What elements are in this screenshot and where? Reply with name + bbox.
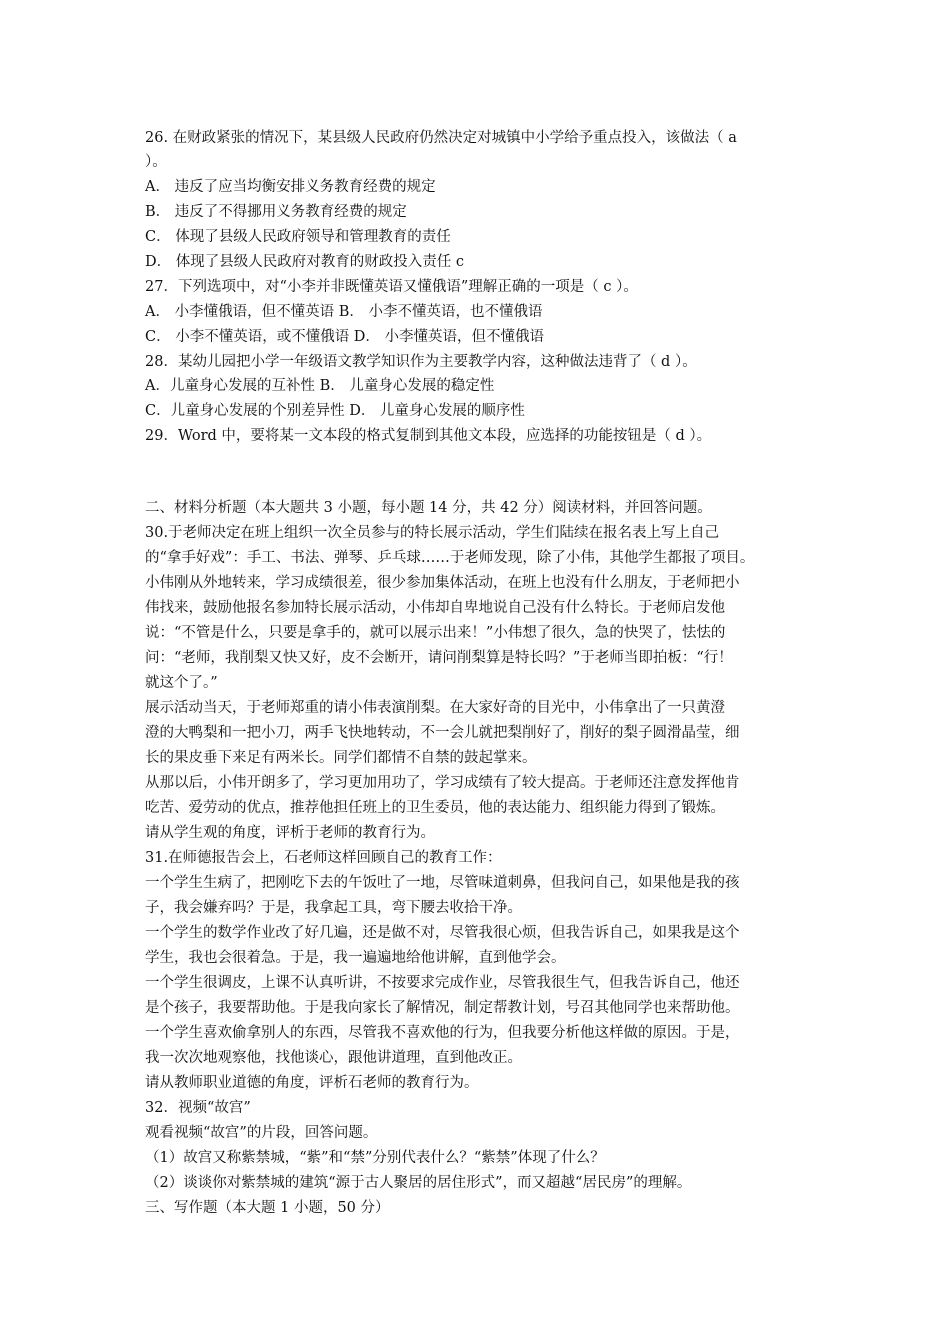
- q30-line-6: 问：“老师，我削梨又快又好，皮不会断开，请问削梨算是特长吗？”于老师当即拍板：“行！: [145, 650, 733, 666]
- q30-line-11: 从那以后，小伟开朗多了，学习更加用功了，学习成绩有了较大提高。于老师还注意发挥他肯: [145, 775, 740, 791]
- q26-option-c: C． 体现了县级人民政府领导和管理教育的责任: [145, 229, 451, 245]
- q26-option-d: D． 体现了县级人民政府对教育的财政投入责任 c: [145, 254, 464, 270]
- q30-line-7: 就这个了。”: [145, 675, 218, 691]
- q30-line-2: 的“拿手好戏”：手工、书法、弹琴、乒乓球……于老师发现，除了小伟，其他学生都报了项目。: [145, 550, 755, 566]
- q31-prompt: 请从教师职业道德的角度，评析石老师的教育行为。: [145, 1075, 479, 1091]
- q27-options-ab: A． 小李懂俄语，但不懂英语 B． 小李不懂英语，也不懂俄语: [145, 304, 543, 320]
- q26-option-a: A． 违反了应当均衡安排义务教育经费的规定: [145, 179, 436, 195]
- q32-intro: 观看视频“故宫”的片段，回答问题。: [145, 1125, 378, 1141]
- q28-options-cd: C．儿童身心发展的个别差异性 D． 儿童身心发展的顺序性: [145, 403, 525, 419]
- q30-line-12: 吃苦、爱劳动的优点，推荐他担任班上的卫生委员，他的表达能力、组织能力得到了锻炼。: [145, 800, 725, 816]
- q30-line-8: 展示活动当天，于老师郑重的请小伟表演削梨。在大家好奇的目光中，小伟拿出了一只黄澄: [145, 700, 725, 716]
- q31-line-2: 一个学生生病了，把刚吃下去的午饭吐了一地，尽管味道刺鼻，但我问自己，如果他是我的孩: [145, 875, 740, 891]
- q30-line-10: 长的果皮垂下来足有两米长。同学们都情不自禁的鼓起掌来。: [145, 750, 537, 766]
- q31-line-3: 子，我会嫌弃吗？于是，我拿起工具，弯下腰去收拾干净。: [145, 900, 522, 916]
- q32-sub-1: （1）故宫又称紫禁城，“紫”和“禁”分别代表什么？“紫禁”体现了什么？: [145, 1150, 605, 1166]
- q30-line-5: 说：“不管是什么，只要是拿手的，就可以展示出来！”小伟想了很久，急的快哭了，怯怯的: [145, 625, 726, 641]
- section-3-heading: 三、写作题（本大题 1 小题，50 分）: [145, 1200, 390, 1216]
- q31-line-4: 一个学生的数学作业改了好几遍，还是做不对，尽管我很心烦，但我告诉自己，如果我是这个: [145, 925, 740, 941]
- q30-prompt: 请从学生观的角度，评析于老师的教育行为。: [145, 825, 435, 841]
- q31-line-5: 学生，我也会很着急。于是，我一遍遍地给他讲解，直到他学会。: [145, 950, 566, 966]
- q32-sub-2: （2）谈谈你对紫禁城的建筑“源于古人聚居的居住形式”，而又超越“居民房”的理解。: [145, 1175, 692, 1191]
- q31-line-1: 31.在师德报告会上，石老师这样回顾自己的教育工作：: [145, 850, 502, 866]
- q30-line-3: 小伟刚从外地转来，学习成绩很差，很少参加集体活动，在班上也没有什么朋友，于老师把小: [145, 575, 740, 591]
- q27-options-cd: C． 小李不懂英语，或不懂俄语 D． 小李懂英语，但不懂俄语: [145, 329, 545, 345]
- q26-stem: 26. 在财政紧张的情况下，某县级人民政府仍然决定对城镇中小学给予重点投入，该做法（ a: [145, 130, 737, 146]
- q31-line-7: 是个孩子，我要帮助他。于是我向家长了解情况，制定帮教计划，号召其他同学也来帮助他。: [145, 1000, 740, 1016]
- section-2-heading: 二、材料分析题（本大题共 3 小题，每小题 14 分，共 42 分）阅读材料，并回答问题。: [145, 500, 712, 516]
- q28-stem: 28．某幼儿园把小学一年级语文教学知识作为主要教学内容，这种做法违背了（ d ）。: [145, 354, 697, 370]
- q26-option-b: B． 违反了不得挪用义务教育经费的规定: [145, 204, 407, 220]
- q26-stem-end: ）。: [145, 154, 167, 170]
- q30-line-4: 伟找来，鼓励他报名参加特长展示活动，小伟却自卑地说自己没有什么特长。于老师启发他: [145, 600, 725, 616]
- q32-title: 32．视频“故宫”: [145, 1100, 251, 1116]
- q27-stem: 27．下列选项中，对“小李并非既懂英语又懂俄语”理解正确的一项是（ c ）。: [145, 279, 638, 295]
- q31-line-6: 一个学生很调皮，上课不认真听讲，不按要求完成作业，尽管我很生气，但我告诉自己，他还: [145, 975, 740, 991]
- q29-stem: 29．Word 中，要将某一文本段的格式复制到其他文本段，应选择的功能按钮是（ d ）。: [145, 428, 712, 444]
- q30-line-9: 澄的大鸭梨和一把小刀，两手飞快地转动，不一会儿就把梨削好了，削好的梨子圆滑晶莹，细: [145, 725, 740, 741]
- q30-line-1: 30.于老师决定在班上组织一次全员参与的特长展示活动，学生们陆续在报名表上写上自己: [145, 525, 720, 541]
- q31-line-9: 我一次次地观察他，找他谈心，跟他讲道理，直到他改正。: [145, 1050, 522, 1066]
- q31-line-8: 一个学生喜欢偷拿别人的东西，尽管我不喜欢他的行为，但我要分析他这样做的原因。于是，: [145, 1025, 740, 1041]
- q28-options-ab: A．儿童身心发展的互补性 B． 儿童身心发展的稳定性: [145, 378, 495, 394]
